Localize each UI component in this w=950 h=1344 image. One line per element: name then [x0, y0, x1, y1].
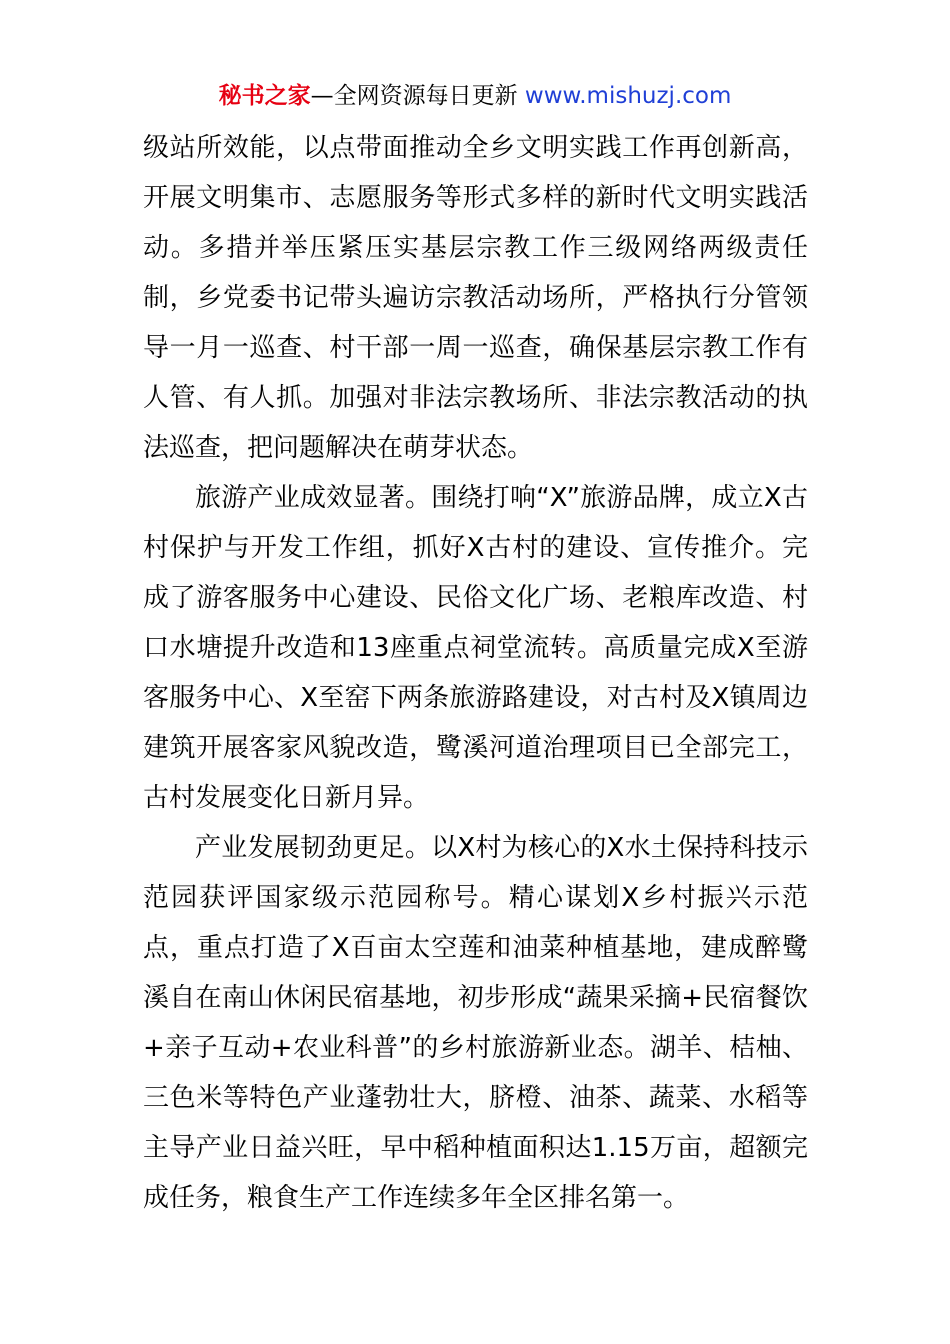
- paragraph-tourism: 旅游产业成效显著。围绕打响“X”旅游品牌，成立X古村保护与开发工作组，抓好X古村的建设、宣传推介。完成了游客服务中心建设、民俗文化广场、老粮库改造、村口水塘提升改造和13座重点祠堂流转。高质量完成X至游客服务中心、X至窑下两条旅游路建设，对古村及X镇周边建筑开展客家风貌改造，鹭溪河道治理项目已全部完工，古村发展变化日新月异。: [143, 483, 808, 813]
- paragraph-continuation: 级站所效能，以点带面推动全乡文明实践工作再创新高，开展文明集市、志愿服务等形式多样的新时代文明实践活动。多措并举压紧压实基层宗教工作三级网络两级责任制，乡党委书记带头遍访宗教活动场所，严格执行分管领导一月一巡查、村干部一周一巡查，确保基层宗教工作有人管、有人抓。加强对非法宗教场所、非法宗教活动的执法巡查，把问题解决在萌芽状态。: [143, 133, 808, 463]
- paragraph-industry: 产业发展韧劲更足。以X村为核心的X水土保持科技示范园获评国家级示范园称号。精心谋划X乡村振兴示范点，重点打造了X百亩太空莲和油菜种植基地，建成醉鹭溪自在南山休闲民宿基地，初步形成“蔬果采摘+民宿餐饮+亲子互动+农业科普”的乡村旅游新业态。湖羊、桔柚、三色米等特色产业蓬勃壮大，脐橙、油茶、蔬菜、水稻等主导产业日益兴旺，早中稻种植面积达1.15万亩，超额完成任务，粮食生产工作连续多年全区排名第一。: [143, 833, 808, 1213]
- brand-name: 秘书之家: [218, 83, 311, 109]
- site-header: [0, 80, 950, 112]
- website-link[interactable]: www.mishuzj.com: [524, 83, 732, 109]
- header-tagline: —全网资源每日更新: [310, 83, 525, 109]
- document-body: [143, 123, 808, 1223]
